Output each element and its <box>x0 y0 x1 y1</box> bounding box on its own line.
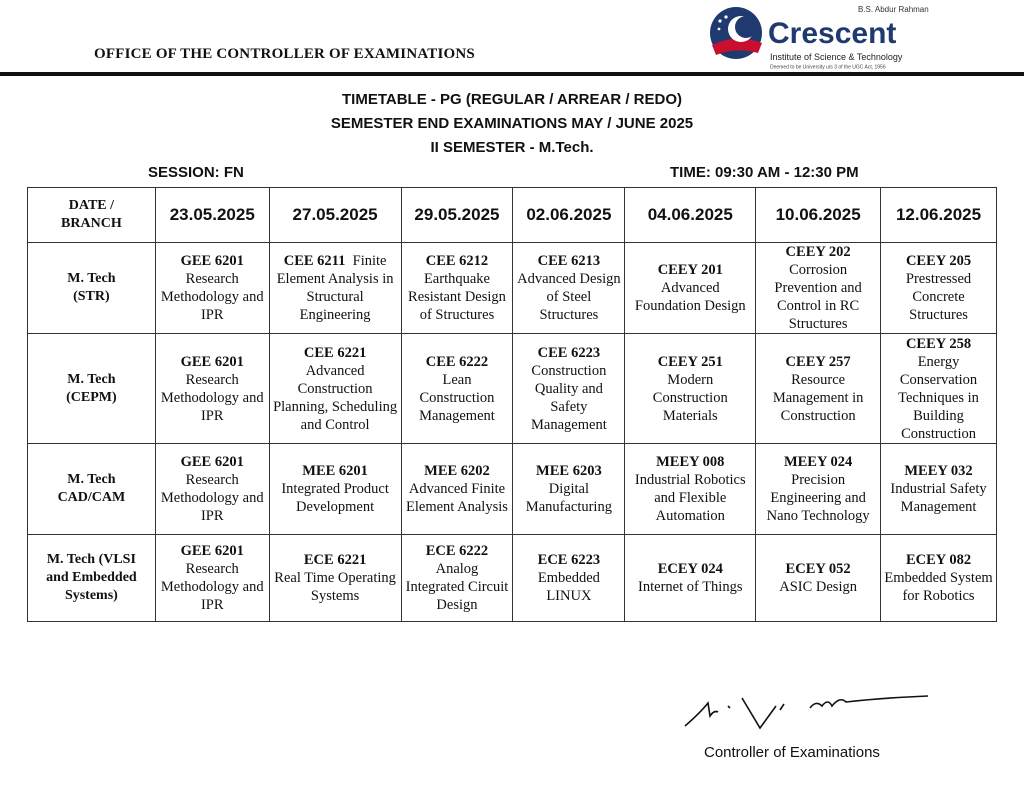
timetable <box>27 187 997 622</box>
logo-star-icon <box>724 15 727 18</box>
logo-star-icon <box>718 19 721 22</box>
branch-text: CAD/CAM <box>57 490 126 505</box>
exam-cell <box>881 535 997 622</box>
exam-cell <box>155 243 269 334</box>
table-row <box>28 243 997 334</box>
course-code: CEEY 257 <box>785 353 851 370</box>
title-line: SEMESTER END EXAMINATIONS MAY / JUNE 2025 <box>330 115 694 132</box>
course-code: MEE 6201 <box>302 463 368 479</box>
date-header: 02.06.2025 <box>513 188 625 243</box>
course-title: Advanced Construction Planning, Scheduling and Control <box>273 362 398 433</box>
course-title: Research Methodology and IPR <box>160 472 264 524</box>
course-title: Resource Management in Construction <box>772 371 864 424</box>
date-header: 10.06.2025 <box>756 188 881 243</box>
exam-cell <box>513 334 625 444</box>
course-title: Research Methodology and IPR <box>160 561 264 613</box>
session-label: SESSION: FN <box>148 164 244 181</box>
header-text: BRANCH <box>61 216 122 231</box>
branch-text: M. Tech <box>67 371 116 387</box>
document-titles <box>0 88 1024 160</box>
time-label: TIME: 09:30 AM - 12:30 PM <box>670 164 859 181</box>
course-title: Advanced Foundation Design <box>634 280 746 314</box>
branch-cell <box>28 243 156 334</box>
logo-tag: Deemed to be University u/s 3 of the UGC Act, 1956 <box>770 64 886 71</box>
course-code: ECE 6221 <box>303 552 367 568</box>
logo-star-icon <box>718 28 721 31</box>
exam-cell <box>513 243 625 334</box>
course-title: Energy Conservation Techniques in Building Construction <box>898 353 979 442</box>
crescent-logo <box>708 3 938 71</box>
course-title: Research Methodology and IPR <box>160 271 264 323</box>
course-code: CEEY 202 <box>785 244 851 260</box>
course-title: Internet of Things <box>638 579 743 595</box>
exam-cell <box>881 444 997 535</box>
course-code: CEE 6221 <box>303 344 367 361</box>
branch-text: (STR) <box>73 289 110 304</box>
course-code: MEE 6203 <box>536 463 602 479</box>
course-code: GEE 6201 <box>180 353 244 370</box>
course-title: Industrial Safety Management <box>890 481 987 515</box>
logo-sub: Institute of Science & Technology <box>770 52 903 62</box>
exam-cell <box>155 535 269 622</box>
signature <box>680 688 930 733</box>
branch-text: M. Tech <box>67 472 116 487</box>
date-header: 12.06.2025 <box>881 188 997 243</box>
course-title: Precision Engineering and Nano Technology <box>766 472 870 524</box>
exam-cell <box>881 243 997 334</box>
course-code: CEEY 258 <box>905 335 972 352</box>
branch-text: M. Tech (VLSI <box>46 552 136 567</box>
course-code: ECEY 082 <box>905 552 972 568</box>
course-title: Lean Construction Management <box>419 371 495 424</box>
course-title: Embedded System for Robotics <box>884 570 993 604</box>
course-code: GEE 6201 <box>180 454 244 470</box>
course-code: CEEY 251 <box>657 353 723 370</box>
course-title: Real Time Operating Systems <box>274 570 396 604</box>
exam-cell <box>756 334 881 444</box>
course-code: CEE 6222 <box>425 353 489 370</box>
date-header: 27.05.2025 <box>269 188 401 243</box>
course-title: Finite Element Analysis in Structural Engineering <box>276 253 394 323</box>
branch-cell <box>28 334 156 444</box>
exam-cell <box>401 243 513 334</box>
title-line: II SEMESTER - M.Tech. <box>430 139 594 156</box>
exam-cell <box>881 334 997 444</box>
date-header: 29.05.2025 <box>401 188 513 243</box>
exam-cell <box>756 535 881 622</box>
exam-cell <box>625 334 756 444</box>
course-title: Analog Integrated Circuit Design <box>405 561 509 613</box>
course-code: CEE 6212 <box>425 253 489 269</box>
course-title: ASIC Design <box>779 579 857 595</box>
course-code: MEEY 024 <box>783 454 853 470</box>
exam-cell <box>155 444 269 535</box>
course-title: Construction Quality and Safety Management <box>531 362 607 433</box>
logo-top: B.S. Abdur Rahman <box>858 5 929 14</box>
title-line: TIMETABLE - PG (REGULAR / ARREAR / REDO) <box>342 91 682 108</box>
date-branch-header <box>28 188 156 243</box>
course-code: ECE 6223 <box>537 552 601 568</box>
course-code: MEEY 008 <box>656 454 725 470</box>
table-row <box>28 334 997 444</box>
branch-text: Systems) <box>64 588 118 603</box>
course-code: ECEY 024 <box>657 561 723 577</box>
office-heading: OFFICE OF THE CONTROLLER OF EXAMINATIONS <box>94 46 475 62</box>
branch-text: M. Tech <box>67 271 116 286</box>
exam-cell <box>756 243 881 334</box>
table-row <box>28 444 997 535</box>
course-code: CEE 6211 <box>283 253 346 269</box>
exam-cell <box>401 444 513 535</box>
header-text: DATE / <box>68 198 115 213</box>
branch-cell <box>28 535 156 622</box>
exam-cell <box>269 535 401 622</box>
course-title: Digital Manufacturing <box>525 481 612 515</box>
course-code: GEE 6201 <box>180 543 244 559</box>
exam-cell <box>401 334 513 444</box>
course-code: GEE 6201 <box>180 253 244 269</box>
logo-moon-shadow <box>735 16 757 38</box>
exam-cell <box>625 243 756 334</box>
course-code: MEEY 032 <box>904 463 973 479</box>
date-header: 04.06.2025 <box>625 188 756 243</box>
course-code: ECEY 052 <box>785 561 851 577</box>
course-title: Modern Construction Materials <box>652 371 728 424</box>
exam-cell <box>269 334 401 444</box>
course-title: Integrated Product Development <box>281 481 389 515</box>
exam-cell <box>269 444 401 535</box>
course-code: CEE 6213 <box>537 253 601 269</box>
branch-text: (CEPM) <box>66 389 117 405</box>
course-title: Prestressed Concrete Structures <box>905 271 972 323</box>
course-title: Research Methodology and IPR <box>160 371 264 424</box>
exam-cell <box>625 444 756 535</box>
course-title: Corrosion Prevention and Control in RC Structures <box>774 262 862 332</box>
exam-cell <box>269 243 401 334</box>
date-header: 23.05.2025 <box>155 188 269 243</box>
branch-text: and Embedded <box>46 570 137 585</box>
exam-cell <box>401 535 513 622</box>
course-title: Advanced Design of Steel Structures <box>517 271 621 323</box>
course-title: Industrial Robotics and Flexible Automation <box>634 472 746 524</box>
exam-cell <box>513 535 625 622</box>
course-code: CEEY 205 <box>905 253 972 269</box>
table-row <box>28 535 997 622</box>
exam-cell <box>155 334 269 444</box>
header-rule <box>0 72 1024 76</box>
course-title: Embedded LINUX <box>537 570 600 604</box>
course-code: ECE 6222 <box>425 543 489 559</box>
course-code: CEEY 201 <box>657 262 723 278</box>
course-title: Advanced Finite Element Analysis <box>406 481 508 515</box>
course-code: CEE 6223 <box>537 344 601 361</box>
logo-name: Crescent <box>768 17 897 50</box>
controller-signatory: Controller of Examinations <box>704 744 880 761</box>
branch-cell <box>28 444 156 535</box>
exam-cell <box>756 444 881 535</box>
course-code: MEE 6202 <box>424 463 490 479</box>
exam-cell <box>625 535 756 622</box>
course-title: Earthquake Resistant Design of Structures <box>408 271 506 323</box>
exam-cell <box>513 444 625 535</box>
